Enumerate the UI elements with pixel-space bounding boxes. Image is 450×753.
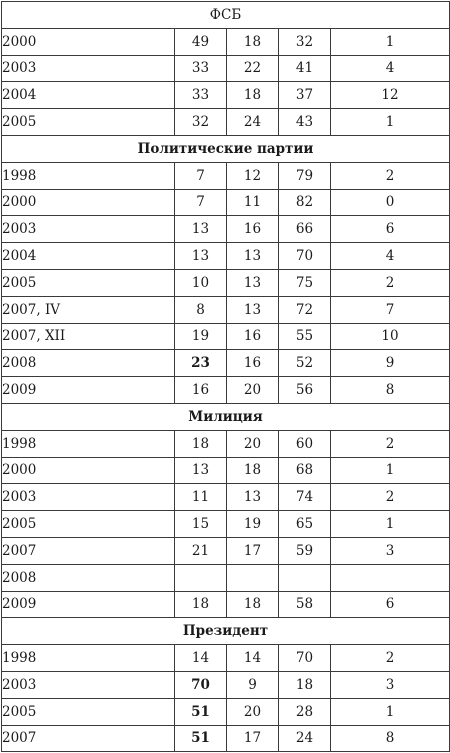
- value-cell: 17: [227, 537, 279, 564]
- value-cell: 2: [331, 162, 450, 189]
- section-header-row: [2, 618, 450, 645]
- table-row: [2, 243, 450, 270]
- year-cell: 2004: [2, 243, 175, 270]
- value-cell: 51: [175, 698, 227, 725]
- value-cell: 0: [331, 189, 450, 216]
- section-header-row: [2, 403, 450, 430]
- year-cell: 2003: [2, 55, 175, 82]
- value-cell: 4: [331, 243, 450, 270]
- value-cell: 51: [175, 725, 227, 752]
- value-cell: 18: [175, 591, 227, 618]
- value-cell: 11: [227, 189, 279, 216]
- value-cell: 10: [331, 323, 450, 350]
- table-row: [2, 377, 450, 404]
- value-cell: 43: [279, 109, 331, 136]
- value-cell: 60: [279, 430, 331, 457]
- value-cell: 19: [175, 323, 227, 350]
- value-cell: 59: [279, 537, 331, 564]
- table-row: [2, 323, 450, 350]
- value-cell: 20: [227, 377, 279, 404]
- value-cell: 70: [279, 645, 331, 672]
- value-cell: 58: [279, 591, 331, 618]
- year-cell: 2009: [2, 377, 175, 404]
- year-cell: 2005: [2, 269, 175, 296]
- value-cell: 18: [175, 430, 227, 457]
- value-cell: [331, 564, 450, 591]
- value-cell: 66: [279, 216, 331, 243]
- value-cell: 41: [279, 55, 331, 82]
- section-header-row: [2, 135, 450, 162]
- year-cell: 1998: [2, 430, 175, 457]
- value-cell: [227, 564, 279, 591]
- value-cell: 13: [227, 296, 279, 323]
- year-cell: 2003: [2, 671, 175, 698]
- value-cell: 1: [331, 28, 450, 55]
- value-cell: 49: [175, 28, 227, 55]
- value-cell: 24: [279, 725, 331, 752]
- value-cell: 65: [279, 511, 331, 538]
- table-row: [2, 698, 450, 725]
- year-cell: 1998: [2, 645, 175, 672]
- value-cell: 2: [331, 430, 450, 457]
- value-cell: 33: [175, 55, 227, 82]
- value-cell: 1: [331, 457, 450, 484]
- value-cell: 14: [175, 645, 227, 672]
- survey-table: [1, 1, 450, 752]
- value-cell: 1: [331, 511, 450, 538]
- table-row: [2, 109, 450, 136]
- value-cell: 18: [279, 671, 331, 698]
- value-cell: 12: [331, 82, 450, 109]
- section-title: ФСБ: [2, 2, 450, 29]
- value-cell: 11: [175, 484, 227, 511]
- value-cell: 37: [279, 82, 331, 109]
- value-cell: 9: [227, 671, 279, 698]
- year-cell: 2003: [2, 216, 175, 243]
- value-cell: 56: [279, 377, 331, 404]
- year-cell: 2007, XII: [2, 323, 175, 350]
- table-row: [2, 350, 450, 377]
- value-cell: 7: [331, 296, 450, 323]
- value-cell: 18: [227, 457, 279, 484]
- value-cell: 15: [175, 511, 227, 538]
- table-row: [2, 457, 450, 484]
- value-cell: 2: [331, 269, 450, 296]
- value-cell: 9: [331, 350, 450, 377]
- table-row: [2, 162, 450, 189]
- value-cell: 16: [227, 323, 279, 350]
- value-cell: 32: [279, 28, 331, 55]
- value-cell: 74: [279, 484, 331, 511]
- value-cell: 13: [175, 457, 227, 484]
- value-cell: 21: [175, 537, 227, 564]
- value-cell: [279, 564, 331, 591]
- table-row: [2, 564, 450, 591]
- value-cell: 6: [331, 216, 450, 243]
- value-cell: 14: [227, 645, 279, 672]
- table-row: [2, 430, 450, 457]
- value-cell: 6: [331, 591, 450, 618]
- year-cell: 2009: [2, 591, 175, 618]
- value-cell: 3: [331, 671, 450, 698]
- table-row: [2, 725, 450, 752]
- value-cell: [175, 564, 227, 591]
- value-cell: 68: [279, 457, 331, 484]
- year-cell: 2000: [2, 189, 175, 216]
- value-cell: 13: [175, 243, 227, 270]
- value-cell: 8: [331, 725, 450, 752]
- year-cell: 2007: [2, 537, 175, 564]
- value-cell: 3: [331, 537, 450, 564]
- year-cell: 2004: [2, 82, 175, 109]
- year-cell: 2007: [2, 725, 175, 752]
- year-cell: 2000: [2, 457, 175, 484]
- value-cell: 33: [175, 82, 227, 109]
- value-cell: 4: [331, 55, 450, 82]
- value-cell: 22: [227, 55, 279, 82]
- year-cell: 2008: [2, 564, 175, 591]
- year-cell: 1998: [2, 162, 175, 189]
- value-cell: 70: [175, 671, 227, 698]
- section-header-row: [2, 2, 450, 29]
- value-cell: 13: [227, 269, 279, 296]
- table-row: [2, 591, 450, 618]
- year-cell: 2005: [2, 109, 175, 136]
- value-cell: 1: [331, 109, 450, 136]
- value-cell: 16: [227, 350, 279, 377]
- value-cell: 20: [227, 430, 279, 457]
- value-cell: 32: [175, 109, 227, 136]
- year-cell: 2005: [2, 511, 175, 538]
- value-cell: 13: [227, 484, 279, 511]
- value-cell: 2: [331, 645, 450, 672]
- value-cell: 20: [227, 698, 279, 725]
- value-cell: 18: [227, 28, 279, 55]
- value-cell: 55: [279, 323, 331, 350]
- value-cell: 52: [279, 350, 331, 377]
- table-row: [2, 269, 450, 296]
- value-cell: 19: [227, 511, 279, 538]
- value-cell: 17: [227, 725, 279, 752]
- table-row: [2, 28, 450, 55]
- table-row: [2, 189, 450, 216]
- year-cell: 2008: [2, 350, 175, 377]
- value-cell: 8: [331, 377, 450, 404]
- value-cell: 7: [175, 189, 227, 216]
- value-cell: 16: [227, 216, 279, 243]
- value-cell: 70: [279, 243, 331, 270]
- table-row: [2, 82, 450, 109]
- value-cell: 24: [227, 109, 279, 136]
- table-row: [2, 484, 450, 511]
- value-cell: 28: [279, 698, 331, 725]
- value-cell: 13: [175, 216, 227, 243]
- value-cell: 10: [175, 269, 227, 296]
- year-cell: 2007, IV: [2, 296, 175, 323]
- value-cell: 8: [175, 296, 227, 323]
- table-row: [2, 671, 450, 698]
- year-cell: 2000: [2, 28, 175, 55]
- value-cell: 2: [331, 484, 450, 511]
- value-cell: 7: [175, 162, 227, 189]
- value-cell: 1: [331, 698, 450, 725]
- section-title: Политические партии: [2, 135, 450, 162]
- table-row: [2, 537, 450, 564]
- value-cell: 79: [279, 162, 331, 189]
- section-title: Президент: [2, 618, 450, 645]
- value-cell: 18: [227, 82, 279, 109]
- table-row: [2, 55, 450, 82]
- value-cell: 16: [175, 377, 227, 404]
- table-row: [2, 296, 450, 323]
- value-cell: 23: [175, 350, 227, 377]
- table-row: [2, 216, 450, 243]
- value-cell: 12: [227, 162, 279, 189]
- year-cell: 2003: [2, 484, 175, 511]
- value-cell: 72: [279, 296, 331, 323]
- section-title: Милиция: [2, 403, 450, 430]
- value-cell: 18: [227, 591, 279, 618]
- value-cell: 82: [279, 189, 331, 216]
- table-row: [2, 645, 450, 672]
- value-cell: 75: [279, 269, 331, 296]
- year-cell: 2005: [2, 698, 175, 725]
- value-cell: 13: [227, 243, 279, 270]
- table-row: [2, 511, 450, 538]
